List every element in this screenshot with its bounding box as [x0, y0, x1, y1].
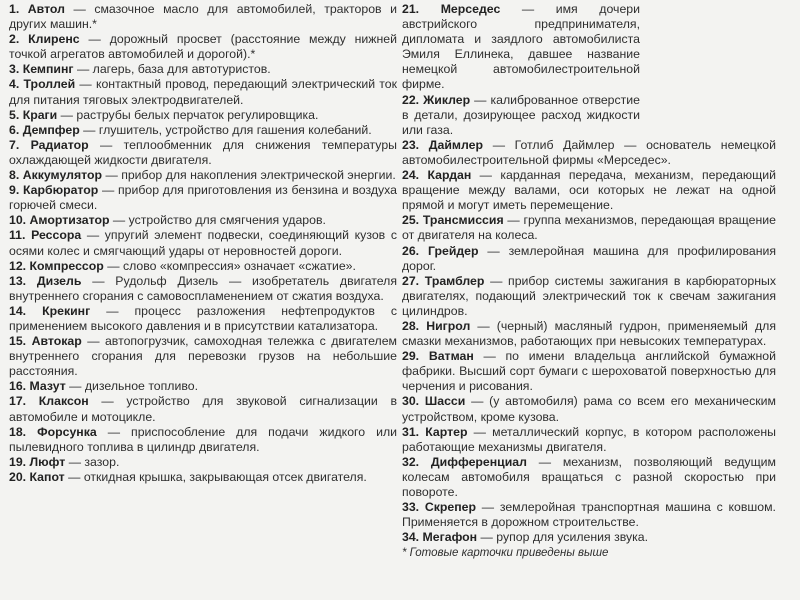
- entry-word: Грейдер: [427, 243, 479, 258]
- entry-word: Нигрол: [426, 318, 471, 333]
- entry-dash: —: [521, 2, 535, 16]
- entry-number: 26.: [402, 243, 420, 258]
- glossary-entry: [9, 470, 397, 485]
- entry-dash: —: [473, 424, 486, 439]
- entry-term: [9, 123, 80, 137]
- entry-dash: —: [79, 77, 92, 92]
- glossary-entry: [9, 304, 397, 334]
- entry-number: 25.: [402, 213, 420, 228]
- entry-term: [9, 228, 81, 242]
- entry-definition: дизельное топливо.: [84, 379, 199, 394]
- entry-definition: теплообменник для снижения температуры охлаждающей жидкости двигателя.: [9, 137, 397, 167]
- entry-word: Аккумулятор: [22, 168, 103, 183]
- entry-term: [402, 394, 465, 408]
- glossary-entry: [9, 259, 397, 274]
- glossary-entry: [9, 379, 397, 394]
- entry-term: [9, 394, 89, 408]
- entry-definition: слово «компрессия» означает «сжатие».: [122, 258, 356, 273]
- glossary-entry: [402, 274, 776, 319]
- entry-definition: (у автомобиля) рама со всем его механическим устройством, кроме кузова.: [402, 394, 776, 424]
- entry-word: Капот: [29, 469, 65, 484]
- entry-definition: лагерь, база для автотуристов.: [92, 62, 271, 77]
- entry-definition: карданная передача, механизм, передающий вращение между валами, оси которых не лежат на одной прямой и могут иметь перемещение.: [402, 168, 776, 213]
- entry-number: 21.: [402, 2, 420, 16]
- entry-definition: упругий элемент подвески, соединяющий кузов с осями колес и смягчающий удары от неровностей дороги.: [9, 228, 397, 258]
- entry-word: Крекинг: [42, 303, 91, 318]
- entry-number: 16.: [9, 379, 27, 394]
- entry-dash: —: [507, 213, 520, 228]
- glossary-entry: [402, 168, 776, 213]
- entry-word: Автол: [27, 2, 65, 16]
- entry-term: [9, 32, 80, 46]
- entry-number: 5.: [9, 107, 20, 122]
- entry-term: [9, 138, 89, 152]
- entry-word: Картер: [425, 424, 468, 439]
- entry-term: [402, 500, 476, 514]
- glossary-entry: [9, 183, 397, 213]
- entry-term: [402, 2, 500, 16]
- entry-number: 31.: [402, 424, 420, 439]
- entry-definition: землеройная транспортная машина с ковшом. Применяется в дорожном строительстве.: [402, 500, 776, 530]
- entry-word: Кардан: [427, 168, 472, 183]
- entry-term: [402, 425, 468, 439]
- entry-definition: металлический корпус, в котором расположены работающие механизмы двигателя.: [402, 424, 777, 454]
- entry-dash: —: [88, 32, 101, 47]
- entry-word: Скрепер: [424, 500, 477, 515]
- entry-number: 11.: [9, 228, 26, 243]
- entry-number: 10.: [9, 213, 27, 228]
- entry-dash: —: [474, 92, 487, 107]
- entry-dash: —: [479, 168, 492, 183]
- entry-dash: —: [73, 2, 86, 16]
- entry-dash: —: [112, 213, 126, 228]
- entry-term: [9, 108, 57, 122]
- entry-number: 8.: [9, 168, 20, 183]
- entry-word: Ватман: [428, 349, 474, 364]
- entry-dash: —: [60, 107, 73, 122]
- glossary-entry: [9, 168, 397, 183]
- entry-word: Клиренс: [28, 32, 80, 47]
- entry-word: Автокар: [31, 334, 82, 349]
- entry-definition: устройство для смягчения ударов.: [128, 213, 326, 228]
- entry-dash: —: [87, 334, 100, 349]
- entry-definition: имя дочери австрийского предпринимателя, дипломата и заядлого автомобилиста Эмиля Еллинека, давшее название немецкой автомобилестроительной фирме.: [402, 2, 640, 92]
- glossary-entry: [9, 62, 397, 77]
- entry-definition: Готлиб Даймлер — основатель немецкой автомобилестроительной фирмы «Мерседес».: [402, 137, 776, 167]
- entry-word: Троллей: [23, 77, 76, 92]
- entry-number: 23.: [402, 137, 420, 152]
- entry-word: Мазут: [29, 379, 66, 394]
- glossary-entry: [9, 455, 397, 470]
- entry-number: 32.: [402, 454, 420, 469]
- entry-definition: приспособление для подачи жидкого или пылевидного топлива в цилиндр двигателя.: [9, 424, 397, 454]
- entry-word: Амортизатор: [29, 213, 110, 228]
- entry-number: 1.: [9, 2, 20, 16]
- entry-number: 6.: [9, 122, 20, 137]
- footnote: * Готовые карточки приведены выше: [402, 547, 609, 560]
- glossary-entry: [402, 455, 776, 500]
- entry-word: Краги: [22, 107, 58, 122]
- entry-dash: —: [480, 530, 493, 545]
- glossary-entry: [9, 123, 397, 138]
- entry-number: 30.: [402, 394, 420, 409]
- entry-word: Кемпинг: [22, 62, 74, 77]
- entry-word: Трансмиссия: [422, 213, 504, 228]
- glossary-entry: [402, 530, 776, 545]
- entry-dash: —: [477, 318, 490, 333]
- entry-word: Карбюратор: [22, 183, 99, 198]
- entry-word: Рессора: [31, 228, 82, 243]
- entry-dash: —: [69, 379, 82, 394]
- entry-number: 33.: [402, 500, 420, 515]
- entry-number: 15.: [9, 334, 27, 349]
- entry-dash: —: [471, 394, 484, 409]
- entry-number: 17.: [9, 394, 27, 409]
- entry-dash: —: [68, 469, 81, 484]
- glossary-entry: [402, 138, 776, 168]
- entry-number: 7.: [9, 137, 20, 152]
- entry-term: [9, 455, 65, 469]
- entry-term: [402, 349, 474, 363]
- glossary-entry: [9, 2, 397, 32]
- entry-dash: —: [92, 273, 105, 288]
- entry-number: 22.: [402, 92, 420, 107]
- entry-dash: —: [481, 500, 495, 515]
- glossary-entry: [402, 244, 776, 274]
- glossary-entry: [9, 32, 397, 62]
- entry-definition: откидная крышка, закрывающая отсек двигателя.: [83, 469, 367, 484]
- entry-term: [9, 183, 98, 197]
- entry-term: [9, 470, 65, 484]
- glossary-entry: [9, 228, 397, 258]
- glossary-entry: [402, 93, 640, 138]
- entry-word: Компрессор: [29, 258, 104, 273]
- entry-number: 2.: [9, 32, 20, 47]
- glossary-entry: [9, 108, 397, 123]
- entry-word: Мерседес: [440, 2, 501, 16]
- entry-term: [9, 77, 75, 91]
- entry-word: Радиатор: [30, 137, 89, 152]
- entry-term: [9, 425, 97, 439]
- entry-number: 18.: [9, 424, 27, 439]
- entry-term: [402, 138, 483, 152]
- entry-number: 24.: [402, 168, 420, 183]
- entry-term: [9, 334, 82, 348]
- entry-definition: дорожный просвет (расстояние между нижней точкой агрегатов автомобилей и дорогой).*: [9, 32, 398, 62]
- entry-dash: —: [86, 228, 100, 243]
- entry-dash: —: [107, 424, 121, 439]
- entry-term: [402, 168, 471, 182]
- entry-dash: —: [105, 168, 118, 183]
- glossary-entry: [402, 500, 776, 530]
- glossary-entry: [402, 319, 776, 349]
- entry-term: [9, 213, 109, 227]
- entry-word: Люфт: [29, 454, 66, 469]
- entry-term: [9, 168, 102, 182]
- entry-number: 4.: [9, 77, 20, 92]
- entry-word: Шасси: [424, 394, 466, 409]
- entry-term: [9, 304, 90, 318]
- entry-definition: автопогрузчик, самоходная тележка с двигателем внутреннего сгорания для перевозки грузов на небольшие расстояния.: [9, 334, 397, 379]
- entry-term: [9, 259, 104, 273]
- entry-number: 27.: [402, 273, 420, 288]
- entry-definition: контактный провод, передающий электрический ток для питания тяговых электродвигателей.: [9, 77, 398, 107]
- entry-word: Демпфер: [22, 122, 80, 137]
- entry-dash: —: [483, 349, 496, 364]
- entry-number: 13.: [9, 273, 27, 288]
- entry-definition: раструбы белых перчаток регулировщика.: [76, 107, 319, 122]
- right-column: [402, 2, 776, 561]
- entry-dash: —: [76, 62, 90, 77]
- glossary-entry: [9, 394, 397, 424]
- entry-term: [9, 62, 74, 76]
- entry-number: 34.: [402, 530, 420, 545]
- glossary-entry: [402, 2, 640, 93]
- entry-definition: прибор системы зажигания в карбюраторных двигателях, подающий электрический ток к свечам зажигания цилиндров.: [402, 273, 777, 318]
- entry-dash: —: [102, 183, 115, 198]
- entry-definition: смазочное масло для автомобилей, тракторов и других машин.*: [9, 2, 397, 32]
- entry-dash: —: [492, 137, 505, 152]
- entry-word: Дизель: [36, 273, 82, 288]
- entry-definition: зазор.: [84, 454, 120, 469]
- entry-word: Жиклер: [423, 92, 471, 107]
- entry-dash: —: [106, 303, 119, 318]
- entry-term: [402, 244, 479, 258]
- glossary-entry: [9, 213, 397, 228]
- entry-term: [9, 2, 65, 16]
- glossary-entry: [9, 77, 397, 107]
- glossary-entry: [9, 425, 397, 455]
- entry-definition: Рудольф Дизель — изобретатель двигателя внутреннего сгорания с самовоспламенением от сжатия воздуха.: [9, 273, 398, 303]
- entry-number: 3.: [9, 62, 20, 77]
- entry-definition: по имени владельца английской бумажной фабрики. Высший сорт бумаги с шероховатой поверхностью для черчения и рисования.: [402, 349, 776, 394]
- entry-term: [402, 319, 470, 333]
- entry-dash: —: [490, 273, 503, 288]
- entry-number: 19.: [9, 454, 27, 469]
- entry-term: [9, 274, 81, 288]
- glossary-entry: [9, 274, 397, 304]
- left-column: [9, 2, 397, 485]
- entry-definition: механизм, позволяющий ведущим колесам автомобиля вращаться с разной скоростью при повороте.: [402, 454, 777, 499]
- entry-dash: —: [99, 137, 113, 152]
- entry-definition: землеройная машина для профилирования дорог.: [402, 243, 777, 273]
- entry-definition: (черный) масляный гудрон, применяемый для смазки механизмов, работающих при невысоких температурах.: [402, 318, 776, 349]
- entry-word: Трамблер: [424, 273, 485, 288]
- entry-term: [402, 274, 484, 288]
- entry-term: [402, 530, 477, 544]
- glossary-entry: [402, 394, 776, 424]
- entry-definition: прибор для накопления электрической энергии.: [121, 168, 396, 183]
- entry-dash: —: [83, 122, 96, 137]
- entry-dash: —: [538, 454, 552, 469]
- entry-definition: калиброванное отверстие в детали, дозирующее расход жидкости или газа.: [402, 92, 641, 137]
- entry-word: Даймлер: [428, 137, 484, 152]
- entry-word: Дифференциал: [430, 454, 527, 469]
- entry-term: [402, 213, 504, 227]
- entry-definition: прибор для приготовления из бензина и воздуха горючей смеси.: [9, 183, 398, 213]
- entry-term: [9, 379, 66, 393]
- entry-word: Мегафон: [422, 530, 478, 545]
- glossary-entry: [9, 138, 397, 168]
- entry-number: 28.: [402, 318, 420, 333]
- glossary-entry: [402, 213, 776, 243]
- entry-dash: —: [107, 258, 120, 273]
- entry-word: Клаксон: [38, 394, 89, 409]
- entry-dash: —: [68, 454, 81, 469]
- entry-number: 9.: [9, 183, 20, 198]
- glossary-entry: [402, 349, 776, 394]
- entry-number: 29.: [402, 349, 420, 364]
- entry-number: 20.: [9, 469, 27, 484]
- glossary-entry: [9, 334, 397, 379]
- entry-term: [402, 93, 470, 107]
- entry-number: 12.: [9, 258, 27, 273]
- entry-term: [402, 455, 527, 469]
- entry-word: Форсунка: [37, 424, 97, 439]
- entry-definition: рупор для усиления звука.: [496, 530, 649, 545]
- entry-number: 14.: [9, 303, 27, 318]
- entry-definition: группа механизмов, передающая вращение от двигателя на колеса.: [402, 213, 776, 243]
- entry-definition: глушитель, устройство для гашения колебаний.: [98, 122, 372, 137]
- entry-dash: —: [487, 243, 500, 258]
- glossary-entry: [402, 425, 776, 455]
- entry-definition: устройство для звуковой сигнализации в автомобиле и мотоцикле.: [9, 394, 397, 424]
- entry-definition: процесс разложения нефтепродуктов с применением высокого давления и в присутствии катализатора.: [9, 303, 397, 333]
- entry-dash: —: [101, 394, 114, 409]
